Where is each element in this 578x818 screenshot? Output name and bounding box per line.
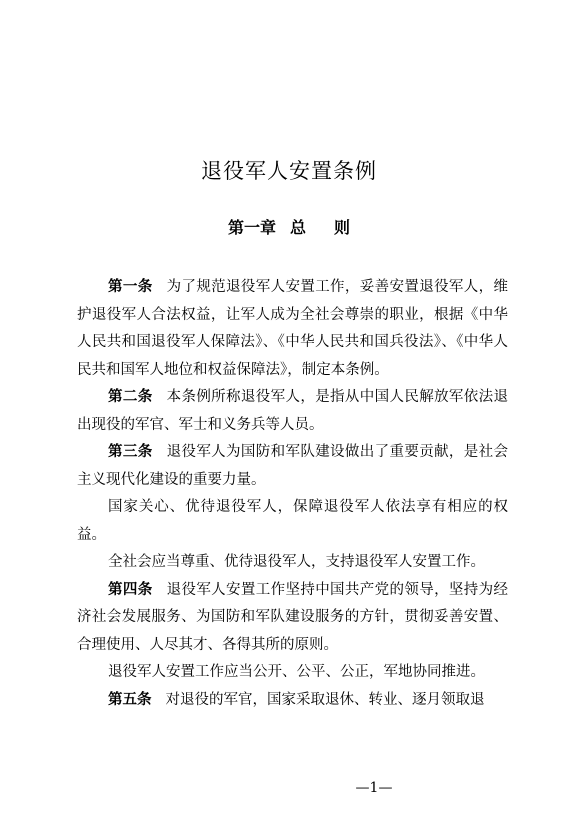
paragraph	[77, 494, 508, 549]
paragraph	[77, 549, 508, 577]
paragraph	[77, 659, 508, 687]
paragraph-text: 国家关心、优待退役军人，保障退役军人依法享有相应的权益。	[77, 499, 508, 543]
chapter-name-part-1: 总	[289, 218, 306, 237]
paragraph	[77, 274, 508, 384]
paragraph-text: 本条例所称退役军人，是指从中国人民解放军依法退出现役的军官、军士和义务兵等人员。	[77, 389, 509, 433]
paragraph	[77, 384, 508, 439]
page-number: —1—	[355, 780, 393, 796]
article-number: 第二条	[108, 389, 153, 405]
article-number: 第一条	[108, 279, 153, 295]
paragraph-text: 退役军人为国防和军队建设做出了重要贡献，是社会主义现代化建设的重要力量。	[77, 444, 509, 488]
article-number: 第五条	[108, 691, 152, 708]
paragraph-text: 为了规范退役军人安置工作，妥善安置退役军人，维护退役军人合法权益，让军人成为全社会尊崇的职业，根据《中华人民共和国退役军人保障法》、《中华人民共和国兵役法》、《中华人民共和国军人地位和权益保障法》，制定本条例。	[77, 279, 509, 378]
article-number: 第三条	[108, 444, 153, 460]
body-text	[77, 274, 508, 714]
paragraph	[77, 687, 508, 715]
document-title: 退役军人安置条例	[201, 159, 377, 183]
chapter-heading	[0, 215, 578, 241]
paragraph	[77, 439, 508, 494]
chapter-number: 第一章	[227, 218, 276, 237]
paragraph-text: 全社会应当尊重、优待退役军人，支持退役军人安置工作。	[108, 554, 485, 570]
chapter-name-part-2: 则	[334, 218, 351, 237]
article-number: 第四条	[108, 581, 153, 598]
paragraph	[77, 577, 508, 660]
paragraph-text: 对退役的军官，国家采取退休、转业、逐月领取退	[165, 691, 485, 708]
paragraph-text: 退役军人安置工作应当公开、公平、公正，军地协同推进。	[108, 664, 485, 680]
paragraph-text: 退役军人安置工作坚持中国共产党的领导，坚持为经济社会发展服务、为国防和军队建设服务的方针，贯彻妥善安置、合理使用、人尽其才、各得其所的原则。	[77, 581, 509, 653]
